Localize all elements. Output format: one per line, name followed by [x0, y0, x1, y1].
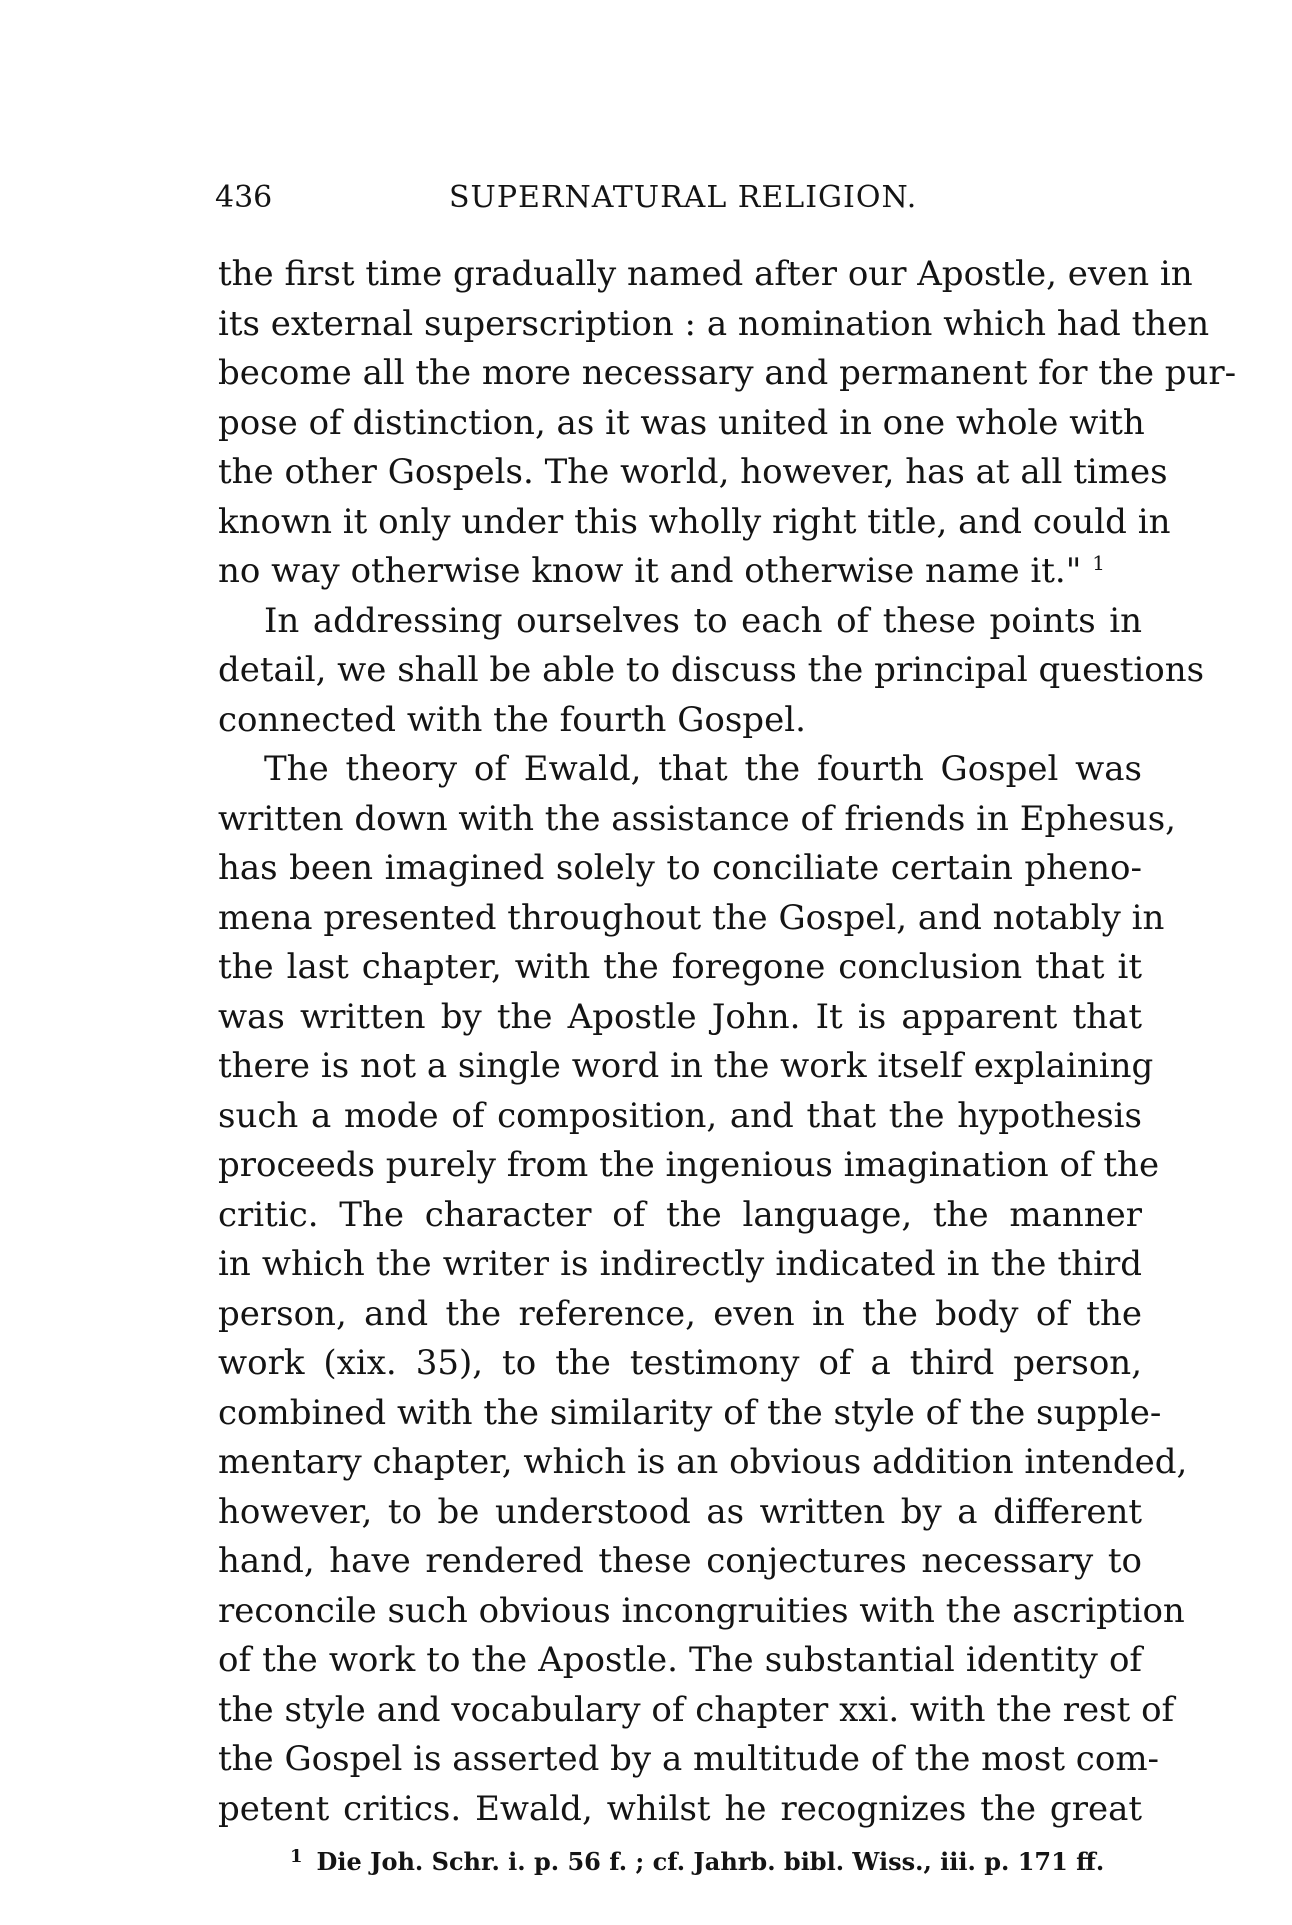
text-line: was written by the Apostle John. It is apparent that — [218, 996, 1142, 1037]
footnote-reference: 1 — [1092, 551, 1105, 575]
running-title: SUPERNATURAL RELIGION. — [449, 180, 918, 215]
text-line: the other Gospels. The world, however, has at all times — [218, 452, 1168, 492]
text-line: petent critics. Ewald, whilst he recognizes the great — [218, 1788, 1142, 1829]
text-line: known it only under this wholly right title, and could in — [218, 501, 1171, 542]
text-line: mena presented throughout the Gospel, and notably in — [218, 897, 1165, 938]
body-text — [218, 250, 1237, 1834]
text-line: connected with the fourth Gospel. — [218, 699, 806, 740]
text-line: the last chapter, with the foregone conclusion that it — [218, 947, 1142, 987]
text-line: the style and vocabulary of chapter xxi. with the rest of — [218, 1689, 1175, 1730]
text-line: such a mode of composition, and that the hypothesis — [218, 1095, 1142, 1136]
footnote — [290, 1846, 1104, 1876]
text-line: combined with the similarity of the style of the supple- — [218, 1392, 1162, 1433]
text-line: mentary chapter, which is an obvious addition intended, — [218, 1442, 1188, 1482]
text-line: person, and the reference, even in the body of the — [218, 1293, 1142, 1334]
text-line: critic. The character of the language, the manner — [218, 1194, 1142, 1235]
text-line: no way otherwise know it and otherwise name it." — [218, 551, 1082, 591]
text-line: reconcile such obvious incongruities with the ascription — [218, 1590, 1185, 1631]
text-line: pose of distinction, as it was united in one whole with — [218, 402, 1145, 443]
text-line: proceeds purely from the ingenious imagination of the — [218, 1145, 1160, 1185]
text-line: of the work to the Apostle. The substantial identity of — [218, 1640, 1142, 1680]
text-line: however, to be understood as written by a different — [218, 1491, 1142, 1532]
text-line: work (xix. 35), to the testimony of a third person, — [218, 1343, 1142, 1383]
text-line: The theory of Ewald, that the fourth Gospel was — [264, 749, 1142, 789]
text-line: become all the more necessary and permanent for the pur- — [218, 353, 1237, 393]
text-line: in which the writer is indirectly indicated in the third — [218, 1244, 1142, 1284]
page-number: 436 — [215, 180, 273, 215]
page-header — [215, 180, 1145, 230]
text-line: the Gospel is asserted by a multitude of the most com- — [218, 1739, 1160, 1779]
footnote-text: Die Joh. Schr. i. p. 56 f. ; cf. Jahrb. bibl. Wiss., iii. p. 171 ff. — [316, 1847, 1105, 1876]
text-line-with-footnote — [218, 547, 1142, 597]
text-line: hand, have rendered these conjectures necessary to — [218, 1541, 1142, 1581]
text-line: the first time gradually named after our Apostle, even in — [218, 254, 1193, 294]
text-line: has been imagined solely to conciliate certain pheno- — [218, 848, 1142, 888]
text-line: its external superscription : a nomination which had then — [218, 303, 1210, 344]
text-line: there is not a single word in the work itself explaining — [218, 1046, 1154, 1086]
text-line: written down with the assistance of friends in Ephesus, — [218, 798, 1176, 839]
text-line: detail, we shall be able to discuss the principal questions — [218, 650, 1205, 690]
text-line: In addressing ourselves to each of these points in — [264, 600, 1142, 641]
footnote-marker: 1 — [290, 1846, 303, 1867]
